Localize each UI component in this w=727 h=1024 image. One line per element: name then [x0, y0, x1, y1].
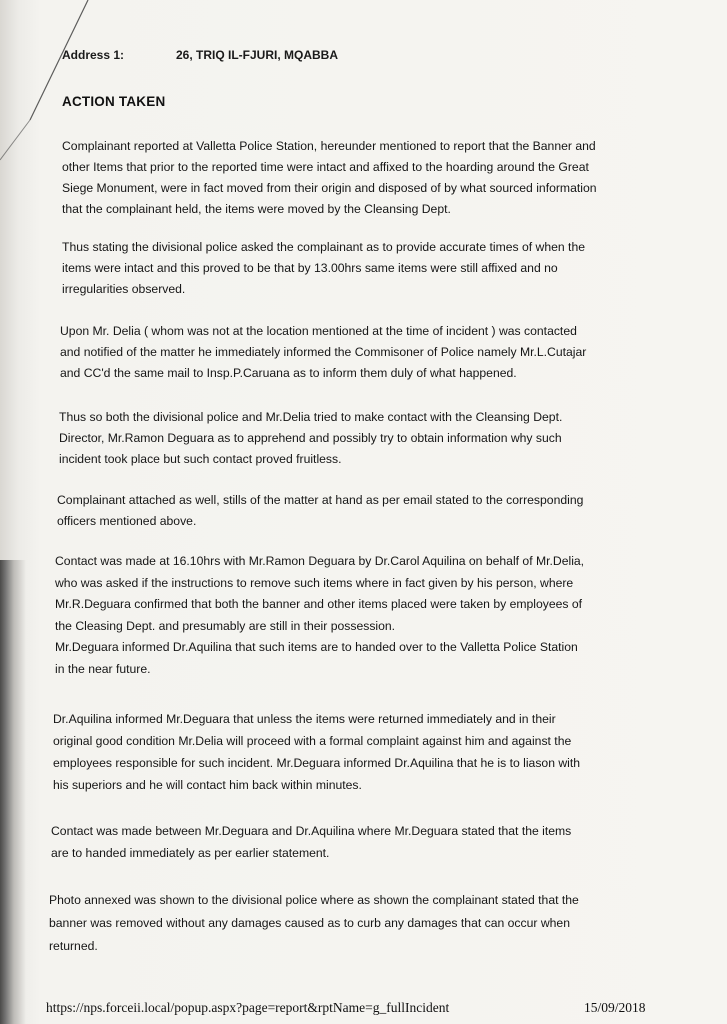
paragraph-8	[51, 820, 571, 864]
text-line: Complainant reported at Valletta Police Station, hereunder mentioned to report that the Banner and	[62, 139, 596, 153]
text-line: returned.	[49, 939, 98, 953]
text-line: irregularities observed.	[62, 282, 186, 296]
paragraph-1	[62, 136, 597, 220]
text-line: officers mentioned above.	[57, 514, 197, 528]
text-line: employees responsible for such incident. Mr.Deguara informed Dr.Aquilina that he is to liason with	[53, 756, 581, 770]
section-heading: ACTION TAKEN	[62, 94, 166, 109]
paragraph-7	[53, 708, 580, 796]
text-line: other Items that prior to the reported time were intact and affixed to the hoarding around the Great	[62, 160, 589, 174]
text-line: Upon Mr. Delia ( whom was not at the location mentioned at the time of incident ) was contacted	[60, 324, 577, 338]
paragraph-2	[62, 237, 585, 300]
paragraph-4	[59, 407, 562, 470]
text-line: Director, Mr.Ramon Deguara as to apprehend and possibly try to obtain information why such	[59, 431, 562, 445]
text-line: Thus so both the divisional police and Mr.Delia tried to make contact with the Cleansing Dept.	[59, 410, 563, 424]
text-line: original good condition Mr.Delia will proceed with a formal complaint against him and against the	[53, 734, 572, 748]
address-value: 26, TRIQ IL-FJURI, MQABBA	[176, 48, 339, 62]
text-line: incident took place but such contact proved fruitless.	[59, 452, 342, 466]
text-line: Mr.R.Deguara confirmed that both the banner and other items placed were taken by employees of	[55, 597, 583, 612]
text-line: Dr.Aquilina informed Mr.Deguara that unless the items were returned immediately and in their	[53, 712, 556, 726]
footer-date: 15/09/2018	[584, 1000, 646, 1015]
text-line: the Cleasing Dept. and presumably are still in their possession.	[55, 618, 396, 633]
text-line: Complainant attached as well, stills of the matter at hand as per email stated to the corresponding	[57, 493, 584, 507]
footer-url: https://nps.forceii.local/popup.aspx?page=report&rptName=g_fullIncident	[46, 1000, 450, 1015]
text-line: who was asked if the instructions to remove such items where in fact given by his person, where	[55, 575, 574, 590]
text-line: and CC'd the same mail to Insp.P.Caruana as to inform them duly of what happened.	[60, 366, 517, 380]
address-label: Address 1:	[62, 48, 125, 62]
text-line: are to handed immediately as per earlier statement.	[51, 846, 330, 860]
text-line: Photo annexed was shown to the divisional police where as shown the complainant stated that the	[49, 893, 579, 907]
text-line: Mr.Deguara informed Dr.Aquilina that such items are to handed over to the Valletta Police Station	[55, 640, 578, 655]
paragraph-3	[60, 321, 586, 384]
text-line: in the near future.	[55, 661, 151, 676]
text-line: his superiors and he will contact him back within minutes.	[53, 778, 362, 792]
text-line: Siege Monument, were in fact moved from their origin and disposed of by what sourced information	[62, 181, 597, 195]
text-line: that the complainant held, the items were moved by the Cleansing Dept.	[62, 202, 451, 216]
text-line: banner was removed without any damages caused as to curb any damages that can occur when	[49, 916, 570, 930]
paragraph-9	[49, 889, 579, 958]
paragraph-5	[57, 490, 583, 532]
text-line: and notified of the matter he immediately informed the Commisoner of Police namely Mr.L.Cutajar	[60, 345, 587, 359]
paragraph-6	[55, 551, 584, 681]
text-line: Contact was made at 16.10hrs with Mr.Ramon Deguara by Dr.Carol Aquilina on behalf of Mr.Delia,	[55, 554, 585, 568]
text-line: Thus stating the divisional police asked the complainant as to provide accurate times of when the	[62, 240, 586, 254]
text-line: Contact was made between Mr.Deguara and Dr.Aquilina where Mr.Deguara stated that the items	[51, 824, 572, 838]
text-line: items were intact and this proved to be that by 13.00hrs same items were still affixed and no	[62, 261, 558, 275]
